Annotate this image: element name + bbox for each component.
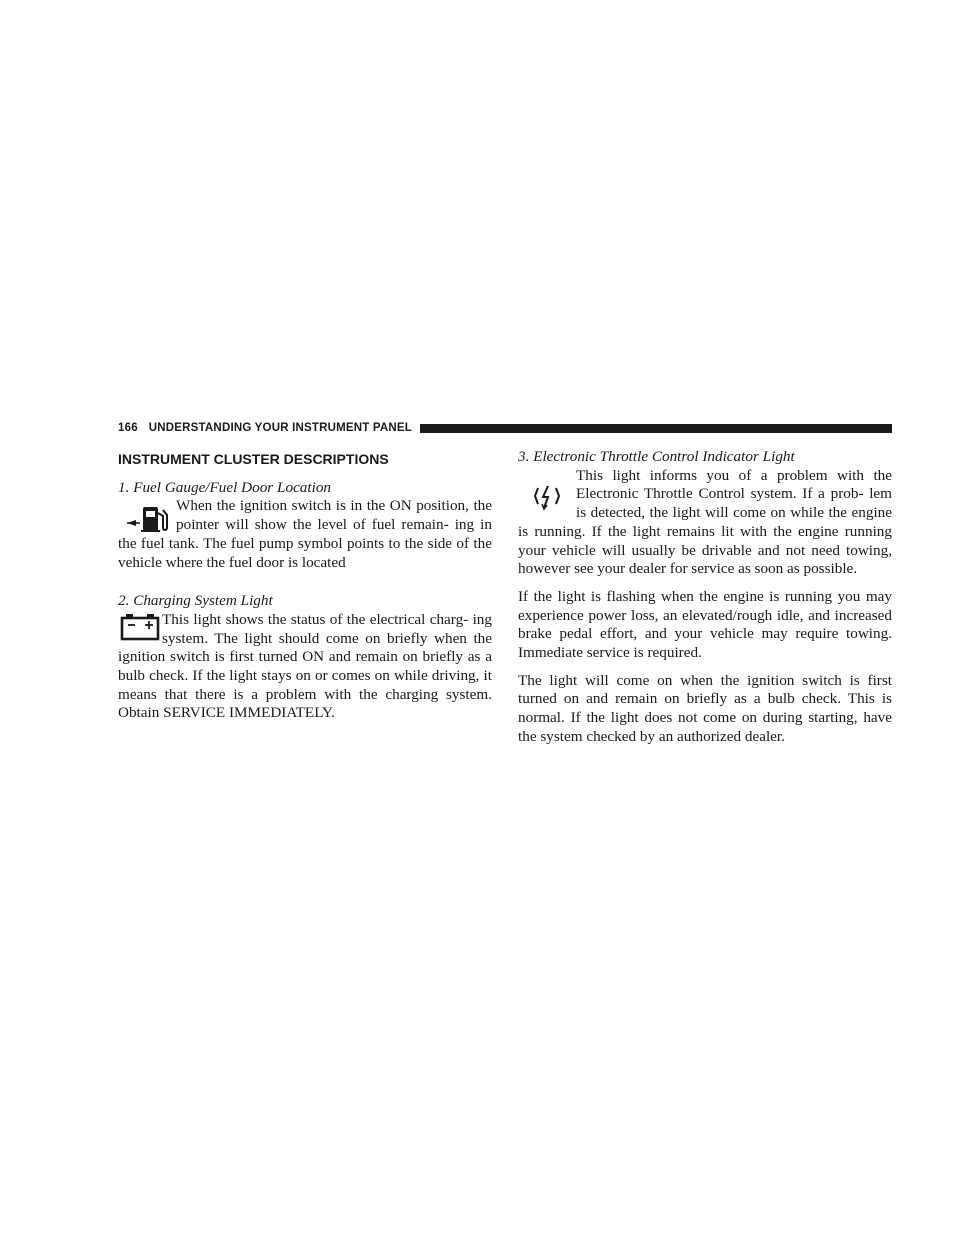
charging-system-item [118, 592, 492, 723]
page-number: 166 [118, 422, 138, 434]
battery-icon [118, 613, 162, 641]
charging-system-text: This light shows the status of the electrical charg- ing system. The light should come on briefly when the ignition switch is first turned ON and remain on briefly as a bulb check. If the light stays on or comes on while driving, it means that there is a problem with the charging system. Obtain SERVICE IMMEDIATELY. [118, 610, 492, 722]
throttle-control-heading: 3. Electronic Throttle Control Indicator Light [518, 448, 795, 465]
fuel-gauge-text: When the ignition switch is in the ON position, the pointer will show the level of fuel remain- ing in the fuel tank. The fuel pump symbol points to the side of the vehicle where the fuel door is located [118, 497, 492, 571]
running-section-title: UNDERSTANDING YOUR INSTRUMENT PANEL [148, 422, 412, 434]
fuel-pump-icon [118, 503, 176, 533]
right-column [518, 448, 892, 747]
left-column [118, 448, 492, 723]
charging-system-heading: 2. Charging System Light [118, 592, 273, 610]
throttle-control-icon [518, 471, 576, 523]
throttle-control-item [518, 448, 892, 579]
page-header [118, 419, 892, 437]
section-heading: INSTRUMENT CLUSTER DESCRIPTIONS [118, 451, 389, 467]
throttle-control-text: This light informs you of a problem with the Electronic Throttle Control system. If a prob- lem is detected, the light will come on while the engine is running. If the light remains lit with the engine running your vehicle will usually be drivable and not need towing, however see your dealer for service as soon as possible. [518, 466, 892, 578]
header-rule [420, 424, 892, 433]
throttle-flashing-text: If the light is flashing when the engine is running you may experience power loss, an elevated/rough idle, and increased brake pedal effort, and your vehicle may require towing. Immediate service is required. [518, 587, 892, 662]
fuel-gauge-item [118, 479, 492, 573]
fuel-gauge-heading: 1. Fuel Gauge/Fuel Door Location [118, 478, 332, 496]
throttle-bulb-check-text: The light will come on when the ignition switch is first turned on and remain on briefly as a bulb check. This is normal. If the light does not come on during starting, have the system checked by an authorized dealer. [518, 671, 892, 745]
